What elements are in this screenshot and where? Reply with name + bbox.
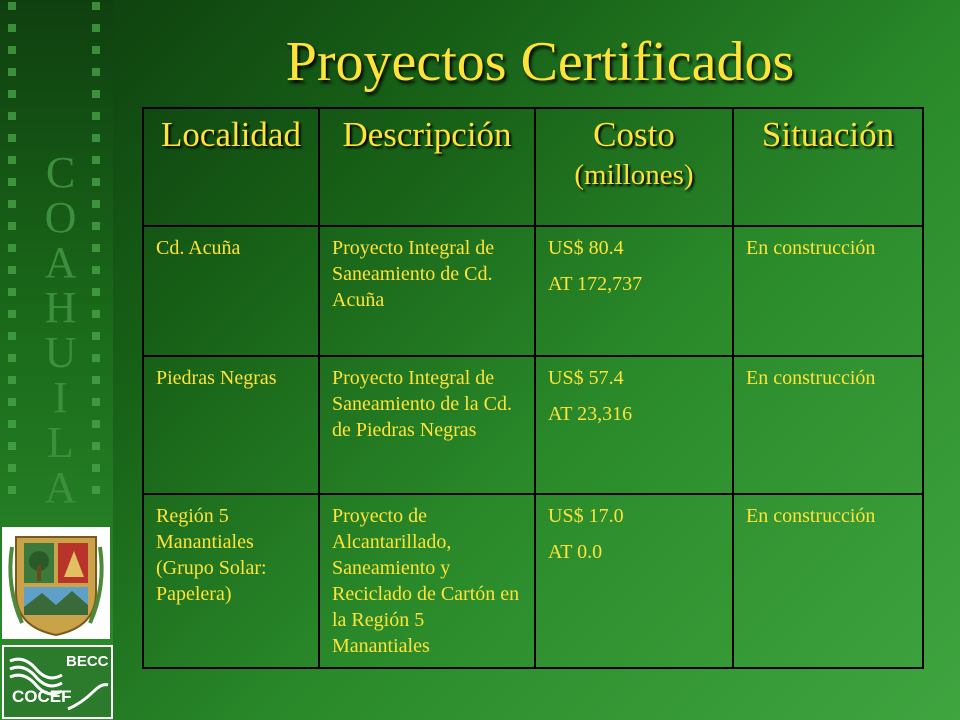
cell-localidad: Región 5 Manantiales (Grupo Solar: Papelera) bbox=[143, 494, 319, 668]
cell-localidad: Piedras Negras bbox=[143, 356, 319, 494]
header-situacion: Situación bbox=[733, 108, 923, 226]
header-costo bbox=[535, 108, 733, 226]
becc-logo-text: BECC bbox=[66, 653, 109, 670]
cell-costo bbox=[535, 226, 733, 356]
decorative-squares-right bbox=[92, 2, 102, 508]
header-descripcion: Descripción bbox=[319, 108, 535, 226]
header-localidad: Localidad bbox=[143, 108, 319, 226]
cost-at: AT 23,316 bbox=[548, 403, 633, 425]
projects-table bbox=[142, 107, 924, 669]
table-row bbox=[143, 356, 923, 494]
cell-costo bbox=[535, 356, 733, 494]
state-name-vertical: COAHUILA bbox=[36, 148, 85, 508]
cell-descripcion: Proyecto de Alcantarillado, Saneamiento y Reciclado de Cartón en la Región 5 Manantiales bbox=[319, 494, 535, 668]
table-row bbox=[143, 494, 923, 668]
cost-at: AT 172,737 bbox=[548, 273, 643, 295]
cell-descripcion: Proyecto Integral de Saneamiento de Cd. Acuña bbox=[319, 226, 535, 356]
cost-usd: US$ 17.0 bbox=[548, 505, 624, 527]
sidebar-band bbox=[0, 0, 113, 720]
cell-localidad: Cd. Acuña bbox=[143, 226, 319, 356]
cost-usd: US$ 80.4 bbox=[548, 237, 624, 259]
becc-cocef-logo bbox=[2, 645, 113, 719]
cell-situacion: En construcción bbox=[733, 356, 923, 494]
table-row bbox=[143, 226, 923, 356]
cell-costo bbox=[535, 494, 733, 668]
slide-title: Proyectos Certificados bbox=[285, 31, 795, 93]
cell-descripcion: Proyecto Integral de Saneamiento de la Cd. de Piedras Negras bbox=[319, 356, 535, 494]
decorative-squares-left bbox=[8, 2, 18, 508]
cell-situacion: En construcción bbox=[733, 226, 923, 356]
cell-situacion: En construcción bbox=[733, 494, 923, 668]
cocef-logo-text: COCEF bbox=[12, 687, 72, 706]
header-costo-unit: (millones) bbox=[574, 159, 694, 191]
coat-of-arms-icon bbox=[2, 527, 110, 639]
cost-usd: US$ 57.4 bbox=[548, 367, 624, 389]
table-header-row bbox=[143, 108, 923, 226]
cost-at: AT 0.0 bbox=[548, 541, 603, 563]
header-costo-label: Costo bbox=[593, 115, 675, 154]
